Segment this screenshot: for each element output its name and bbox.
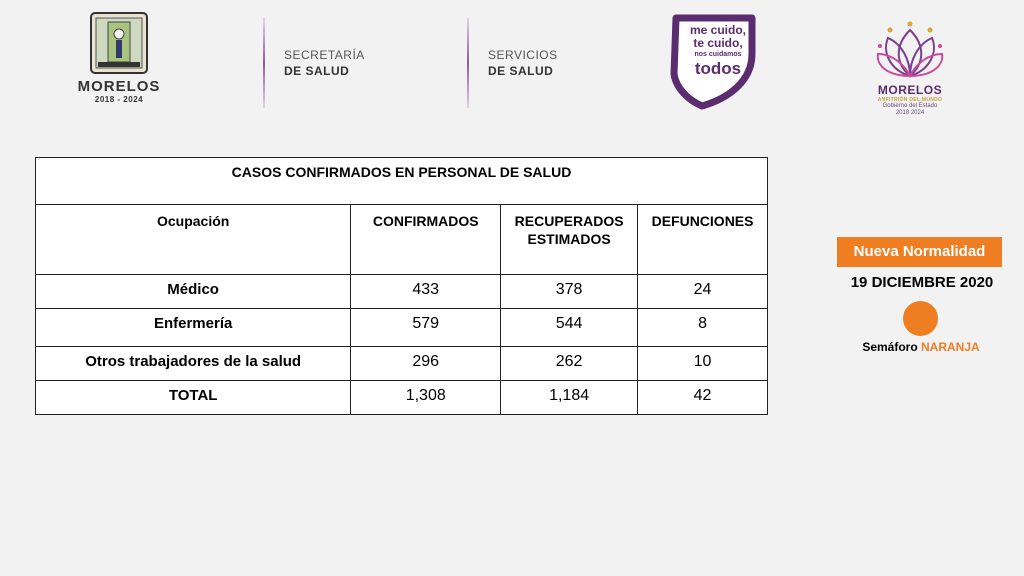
divider (467, 18, 469, 108)
servicios-line1: SERVICIOS (488, 48, 558, 62)
morelos-years: 2018 - 2024 (94, 95, 144, 104)
semaforo-label: Semáforo (862, 340, 918, 354)
lotus-icon (874, 18, 946, 80)
coat-of-arms-icon (90, 12, 148, 74)
lotus-name: MORELOS (877, 83, 943, 97)
campaign-line2: te cuido, (693, 36, 743, 50)
morelos-name: MORELOS (77, 78, 161, 95)
table-title: CASOS CONFIRMADOS EN PERSONAL DE SALUD (36, 158, 768, 205)
lotus-tagline: ANFITRIÓN DEL MUNDO (877, 97, 943, 103)
cases-table (35, 157, 768, 415)
cell-confirmados: 1,308 (351, 381, 501, 415)
cell-confirmados: 579 (351, 309, 501, 347)
cell-ocupacion: TOTAL (36, 381, 351, 415)
cell-defunciones: 8 (638, 309, 768, 347)
col-recuperados-line2: ESTIMADOS (527, 231, 611, 247)
col-ocupacion: Ocupación (36, 205, 351, 275)
campaign-line3: nos cuidamos (694, 51, 742, 58)
campaign-line4: todos (694, 59, 742, 78)
col-recuperados (501, 205, 638, 275)
cell-defunciones: 42 (638, 381, 768, 415)
secretaria-line2: DE SALUD (284, 64, 350, 78)
col-recuperados-line1: RECUPERADOS (514, 213, 624, 229)
semaforo-status (846, 340, 996, 354)
cell-ocupacion: Médico (36, 275, 351, 309)
secretaria-line1: SECRETARÍA (284, 48, 365, 62)
lotus-gov1: Gobierno del Estado (882, 103, 938, 109)
table-row (36, 347, 768, 381)
cell-ocupacion: Enfermería (36, 309, 351, 347)
cell-defunciones: 24 (638, 275, 768, 309)
table-header-row (36, 205, 768, 275)
cell-confirmados: 296 (351, 347, 501, 381)
divider (263, 18, 265, 108)
campaign-line1: me cuido, (689, 23, 746, 37)
cell-recuperados: 262 (501, 347, 638, 381)
servicios-line2: DE SALUD (488, 64, 554, 78)
campaign-logo (668, 14, 756, 110)
col-defunciones: DEFUNCIONES (638, 205, 768, 275)
cell-recuperados: 378 (501, 275, 638, 309)
cell-recuperados: 1,184 (501, 381, 638, 415)
traffic-light-dot-icon (903, 301, 938, 336)
table-row (36, 309, 768, 347)
cell-recuperados: 544 (501, 309, 638, 347)
table-row (36, 275, 768, 309)
lotus-logo (868, 18, 952, 117)
cell-confirmados: 433 (351, 275, 501, 309)
nueva-normalidad-banner: Nueva Normalidad (837, 237, 1002, 267)
cell-ocupacion: Otros trabajadores de la salud (36, 347, 351, 381)
table-row-total (36, 381, 768, 415)
servicios-de-salud (488, 47, 558, 79)
report-date: 19 DICIEMBRE 2020 (850, 274, 994, 291)
lotus-gov2: 2018 2024 (895, 110, 925, 116)
secretaria-de-salud (284, 47, 365, 79)
header (0, 0, 1024, 130)
col-confirmados: CONFIRMADOS (351, 205, 501, 275)
morelos-logo (74, 12, 164, 104)
semaforo-color-name: NARANJA (921, 340, 980, 354)
cell-defunciones: 10 (638, 347, 768, 381)
